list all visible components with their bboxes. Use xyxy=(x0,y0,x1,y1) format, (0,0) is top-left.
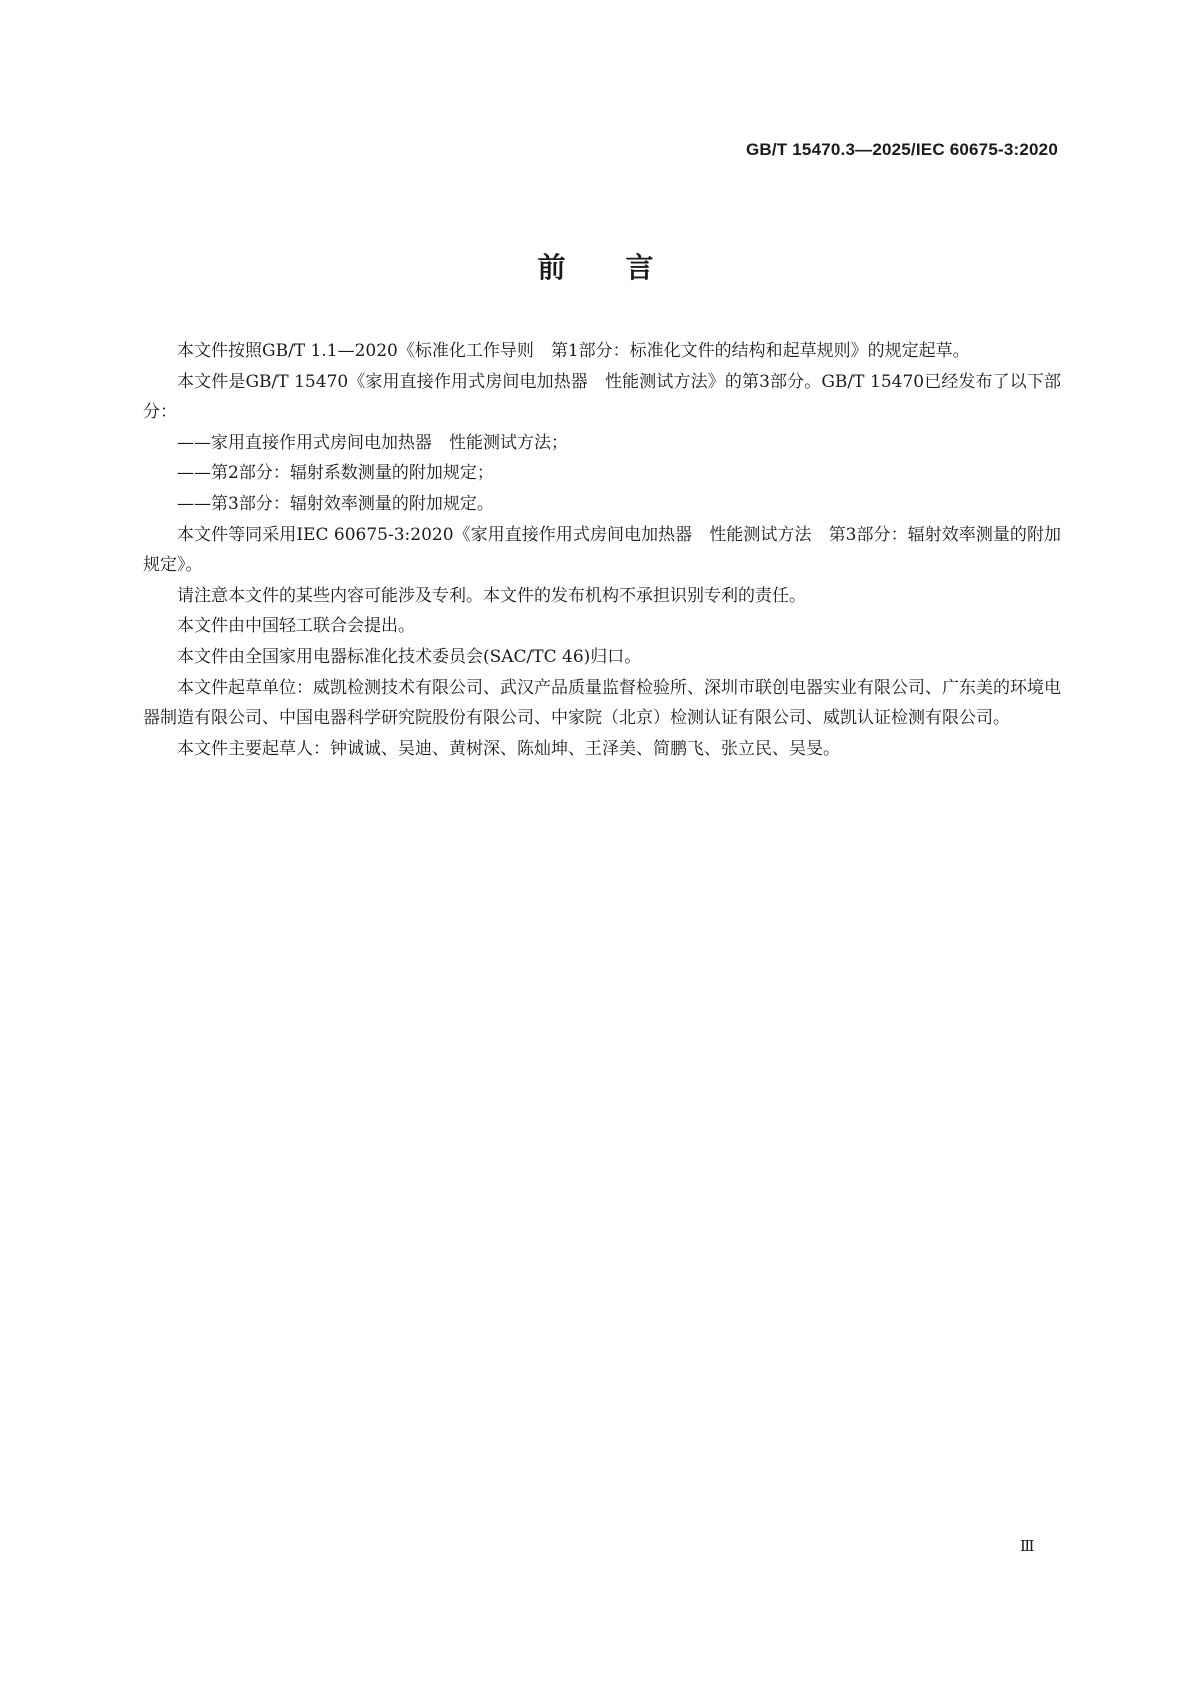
paragraph-drafters: 本文件主要起草人：钟诚诚、吴迪、黄树深、陈灿坤、王泽美、简鹏飞、张立民、吴旻。 xyxy=(177,738,840,759)
page-title: 前言 xyxy=(537,251,714,284)
paragraph-adoption: 本文件等同采用IEC 60675-3:2020《家用直接作用式房间电加热器 性能测试方法 第3部分：辐射效率测量的附加规定》。 xyxy=(143,524,1061,576)
paragraph-drafting-units: 本文件起草单位：威凯检测技术有限公司、武汉产品质量监督检验所、深圳市联创电器实业有限公司、广东美的环境电器制造有限公司、中国电器科学研究院股份有限公司、中家院（北京）检测认证有限公司、威凯认证检测有限公司。 xyxy=(143,677,1061,729)
paragraph-proposer: 本文件由中国轻工联合会提出。 xyxy=(177,616,415,637)
paragraph-series-intro: 本文件是GB/T 15470《家用直接作用式房间电加热器 性能测试方法》的第3部分。GB/T 15470已经发布了以下部分： xyxy=(143,371,1061,423)
paragraph-patent-notice: 请注意本文件的某些内容可能涉及专利。本文件的发布机构不承担识别专利的责任。 xyxy=(177,585,806,606)
list-item-part-2: ——第2部分：辐射系数测量的附加规定； xyxy=(177,463,494,484)
document-code: GB/T 15470.3—2025/IEC 60675-3:2020 xyxy=(745,140,1058,159)
paragraph-drafting-rules: 本文件按照GB/T 1.1—2020《标准化工作导则 第1部分：标准化文件的结构和起草规则》的规定起草。 xyxy=(177,341,970,361)
page-number: Ⅲ xyxy=(1020,1537,1035,1555)
paragraph-technical-committee: 本文件由全国家用电器标准化技术委员会(SAC/TC 46)归口。 xyxy=(177,646,642,667)
list-item-part-3: ——第3部分：辐射效率测量的附加规定。 xyxy=(177,493,494,514)
foreword-body xyxy=(143,336,1061,764)
list-item-part-1: ——家用直接作用式房间电加热器 性能测试方法； xyxy=(177,432,568,453)
